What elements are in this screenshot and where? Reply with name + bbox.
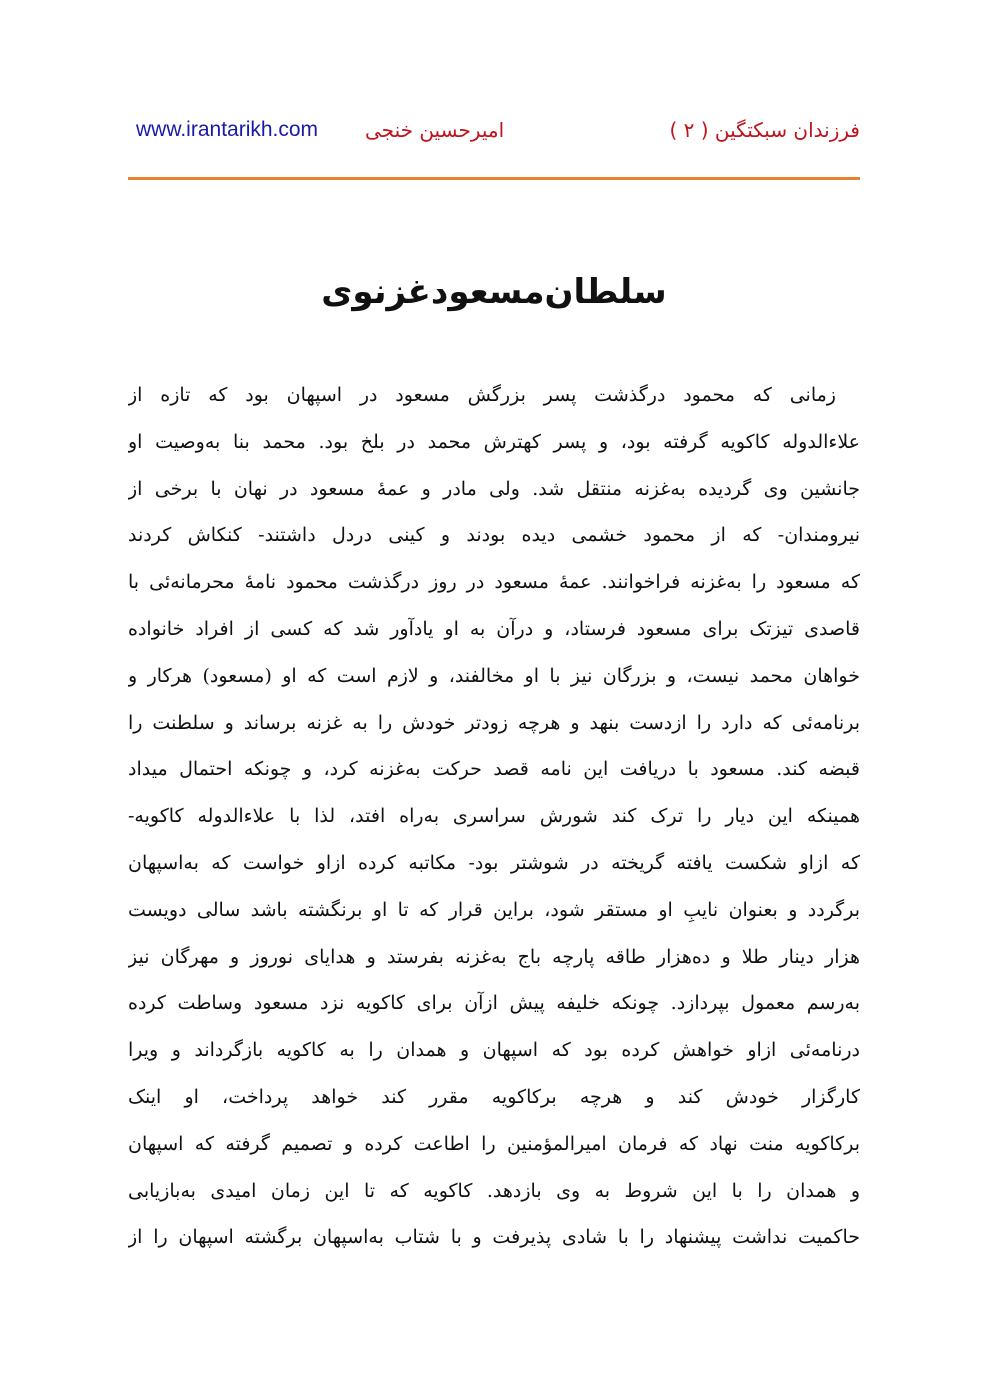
text-line: برنامه‌ئی که دارد را ازدست بنهد و هرچه زودتر خودش را به غزنه برساند و سلطنت را (128, 711, 860, 734)
text-line: کارگزار خودش کند و هرچه برکاکویه مقرر کند خواهد پرداخت، او اینک (128, 1085, 860, 1108)
text-line: برگردد و بعنوان نایبِ او مستقر شود، براین قرار که تا او برنگشته باشد سالی دویست (128, 898, 860, 921)
text-line: همینکه این دیار را ترک کند شورش سراسری به‌راه افتد، لذا با علاءالدوله کاکویه- (128, 805, 860, 828)
author-name: امیرحسین خنجی (365, 118, 505, 142)
website-link[interactable]: www.irantarikh.com (136, 118, 319, 141)
text-line: جانشین وی گردیده به‌غزنه منتقل شد. ولی مادر و عمۀ مسعود در نهان با برخی از (128, 477, 860, 500)
text-line: به‌رسم معمول بپردازد. چونکه خلیفه پیش ازآن برای کاکویه نزد مسعود وساطت کرده (128, 992, 860, 1015)
text-line: علاءالدوله کاکویه گرفته بود، و پسر کهترش محمد در بلخ بود. محمد بنا به‌وصیت او (128, 430, 860, 453)
text-line: قبضه کند. مسعود با دریافت این نامه قصد حرکت به‌غزنه کرد، و چونکه احتمال میداد (128, 758, 860, 781)
series-title: فرزندان سبکتگین ( ۲ ) (669, 118, 860, 142)
text-line: که مسعود را به‌غزنه فراخوانند. عمۀ مسعود در روز درگذشت محمود نامۀ محرمانه‌ئی با (128, 571, 860, 594)
text-line: قاصدی تیزتک برای مسعود فرستاد، و درآن به او یادآور شد که کسی از افراد خانواده (128, 617, 860, 640)
text-line: درنامه‌ئی ازاو خواهش کرده بود که اسپهان و همدان را به کاکویه بازگرداند و ویرا (128, 1039, 860, 1062)
text-line: هزار دینار طلا و ده‌هزار طاقه پارچه باج به‌غزنه بفرستد و هدایای نوروز و مهرگان نیز (128, 945, 860, 968)
text-line: نیرومندان- که از محمود خشمی دیده بودند و کینی دردل داشتند- کنکاش کردند (128, 524, 860, 547)
page-header (128, 112, 860, 156)
text-line: برکاکویه منت نهاد که فرمان امیرالمؤمنین را اطاعت کرده و تصمیم گرفته که اسپهان (128, 1132, 860, 1155)
text-line: و همدان را با این شروط به وی بازدهد. کاکویه که تا این زمان امیدی به‌بازیابی (128, 1179, 860, 1202)
header-divider (128, 177, 860, 180)
text-line: که ازاو شکست یافته گریخته در شوشتر بود- مکاتبه کرده ازاو خواست که به‌اسپهان (128, 851, 860, 874)
body-paragraph (128, 372, 860, 1261)
text-line: حاکمیت نداشت پیشنهاد را با شادی پذیرفت و با شتاب به‌اسپهان برگشته اسپهان را از (128, 1226, 860, 1249)
page-title: سلطان‌مسعود‌غزنوی (321, 272, 667, 312)
text-line: خواهان محمد نیست، و بزرگان نیز با او مخالفند، و لازم است که او (مسعود) هرکار و (128, 664, 860, 687)
text-line: زمانی که محمود درگذشت پسر بزرگش مسعود در اسپهان بود که تازه از (128, 384, 836, 406)
